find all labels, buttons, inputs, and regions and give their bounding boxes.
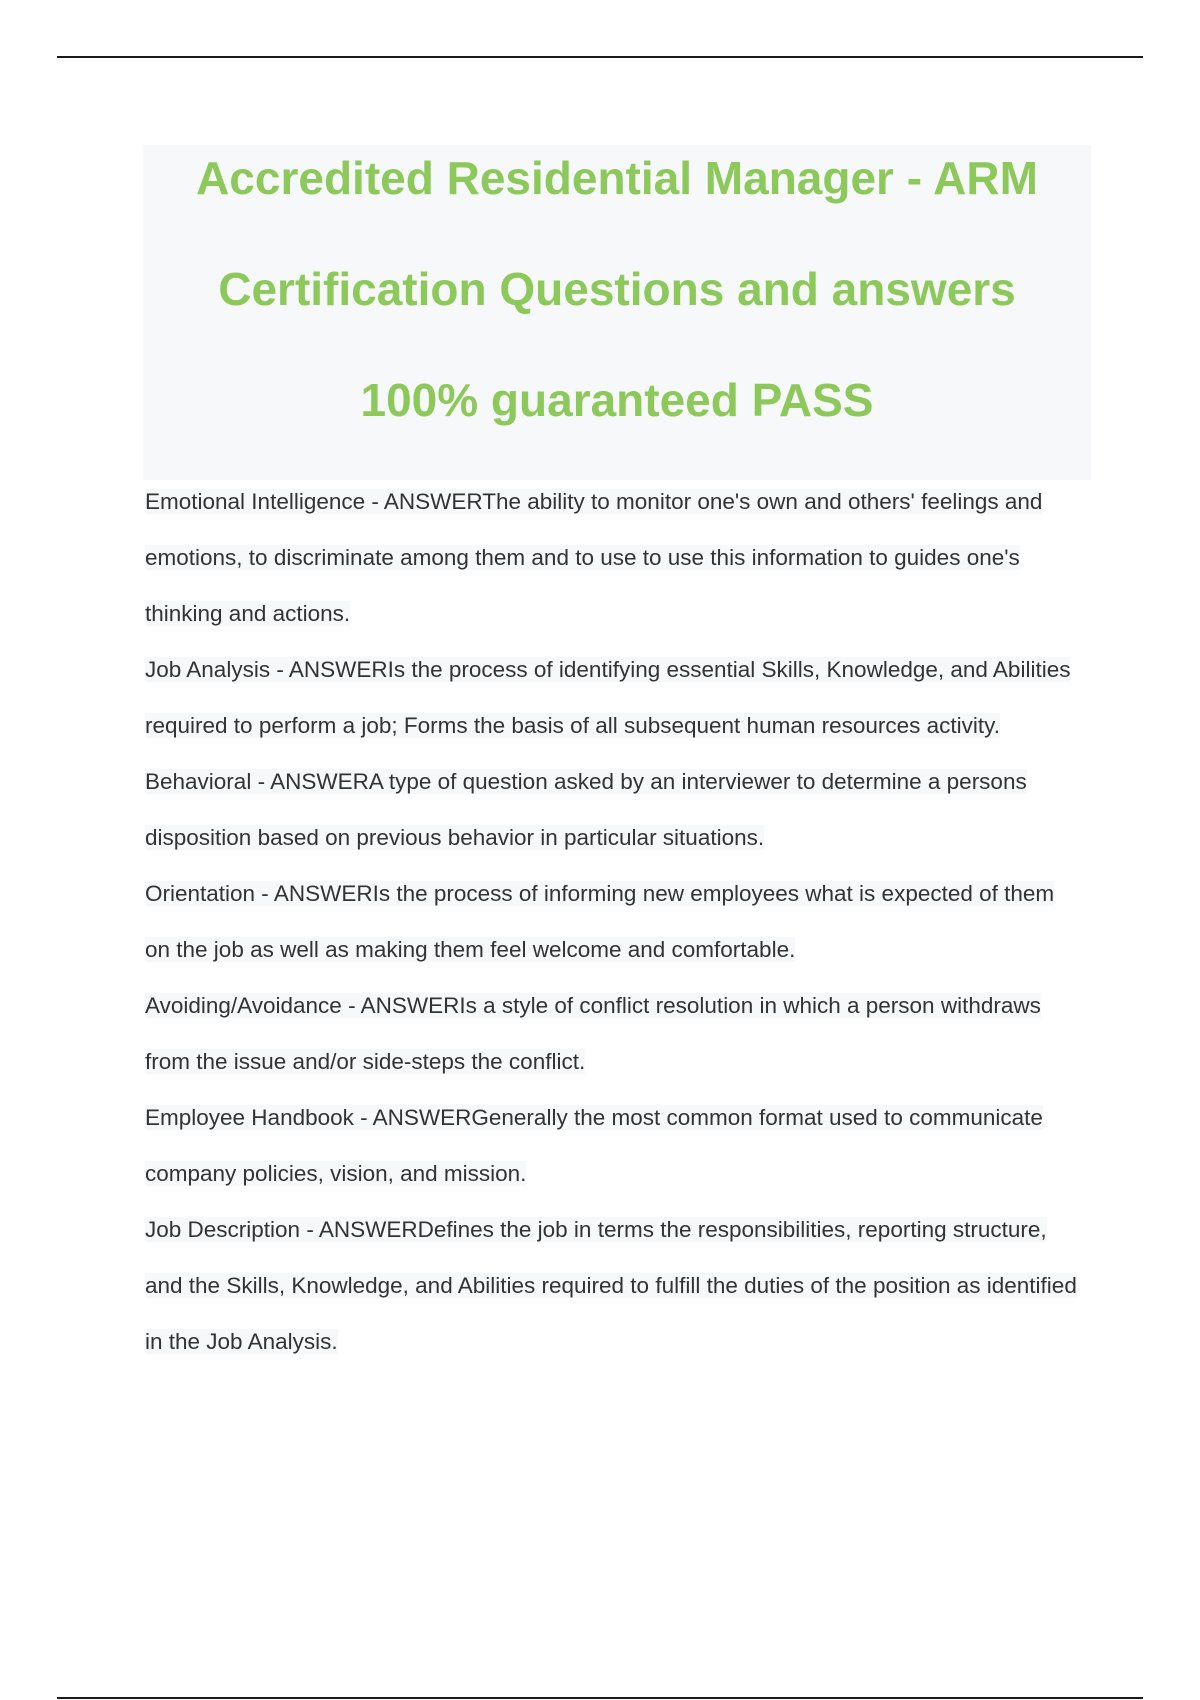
document-title-line-1: Accredited Residential Manager - ARM — [196, 152, 1038, 204]
qa-item-text: Avoiding/Avoidance - ANSWERIs a style of conflict resolution in which a person withdraws from the issue and/or side-steps the conflict. — [145, 993, 1041, 1074]
qa-list — [145, 474, 1085, 1370]
qa-item-text: Behavioral - ANSWERA type of question asked by an interviewer to determine a persons disposition based on previous behavior in particular situations. — [145, 769, 1027, 850]
qa-item-text: Job Description - ANSWERDefines the job in terms the responsibilities, reporting structure, and the Skills, Knowledge, and Abilities required to fulfill the duties of the position as identified in the Job Analysis. — [145, 1217, 1077, 1354]
qa-item-job-analysis — [145, 642, 1085, 754]
document-title-line-2: Certification Questions and answers — [218, 263, 1016, 315]
qa-item-job-description — [145, 1202, 1085, 1370]
top-divider — [57, 56, 1143, 58]
qa-item-text: Employee Handbook - ANSWERGenerally the most common format used to communicate company policies, vision, and mission. — [145, 1105, 1043, 1186]
qa-item-text: Emotional Intelligence - ANSWERThe ability to monitor one's own and others' feelings and emotions, to discriminate among them and to use to use this information to guides one's thinking and actions. — [145, 489, 1043, 626]
qa-item-employee-handbook — [145, 1090, 1085, 1202]
document-title-block — [143, 145, 1091, 480]
document-title-line-3: 100% guaranteed PASS — [360, 374, 874, 426]
qa-item-text: Job Analysis - ANSWERIs the process of identifying essential Skills, Knowledge, and Abilities required to perform a job; Forms the basis of all subsequent human resources activity. — [145, 657, 1071, 738]
qa-item-orientation — [145, 866, 1085, 978]
qa-item-behavioral — [145, 754, 1085, 866]
qa-item-text: Orientation - ANSWERIs the process of informing new employees what is expected of them on the job as well as making them feel welcome and comfortable. — [145, 881, 1055, 962]
qa-item-emotional-intelligence — [145, 474, 1085, 642]
bottom-divider — [57, 1697, 1143, 1699]
qa-item-avoidance — [145, 978, 1085, 1090]
